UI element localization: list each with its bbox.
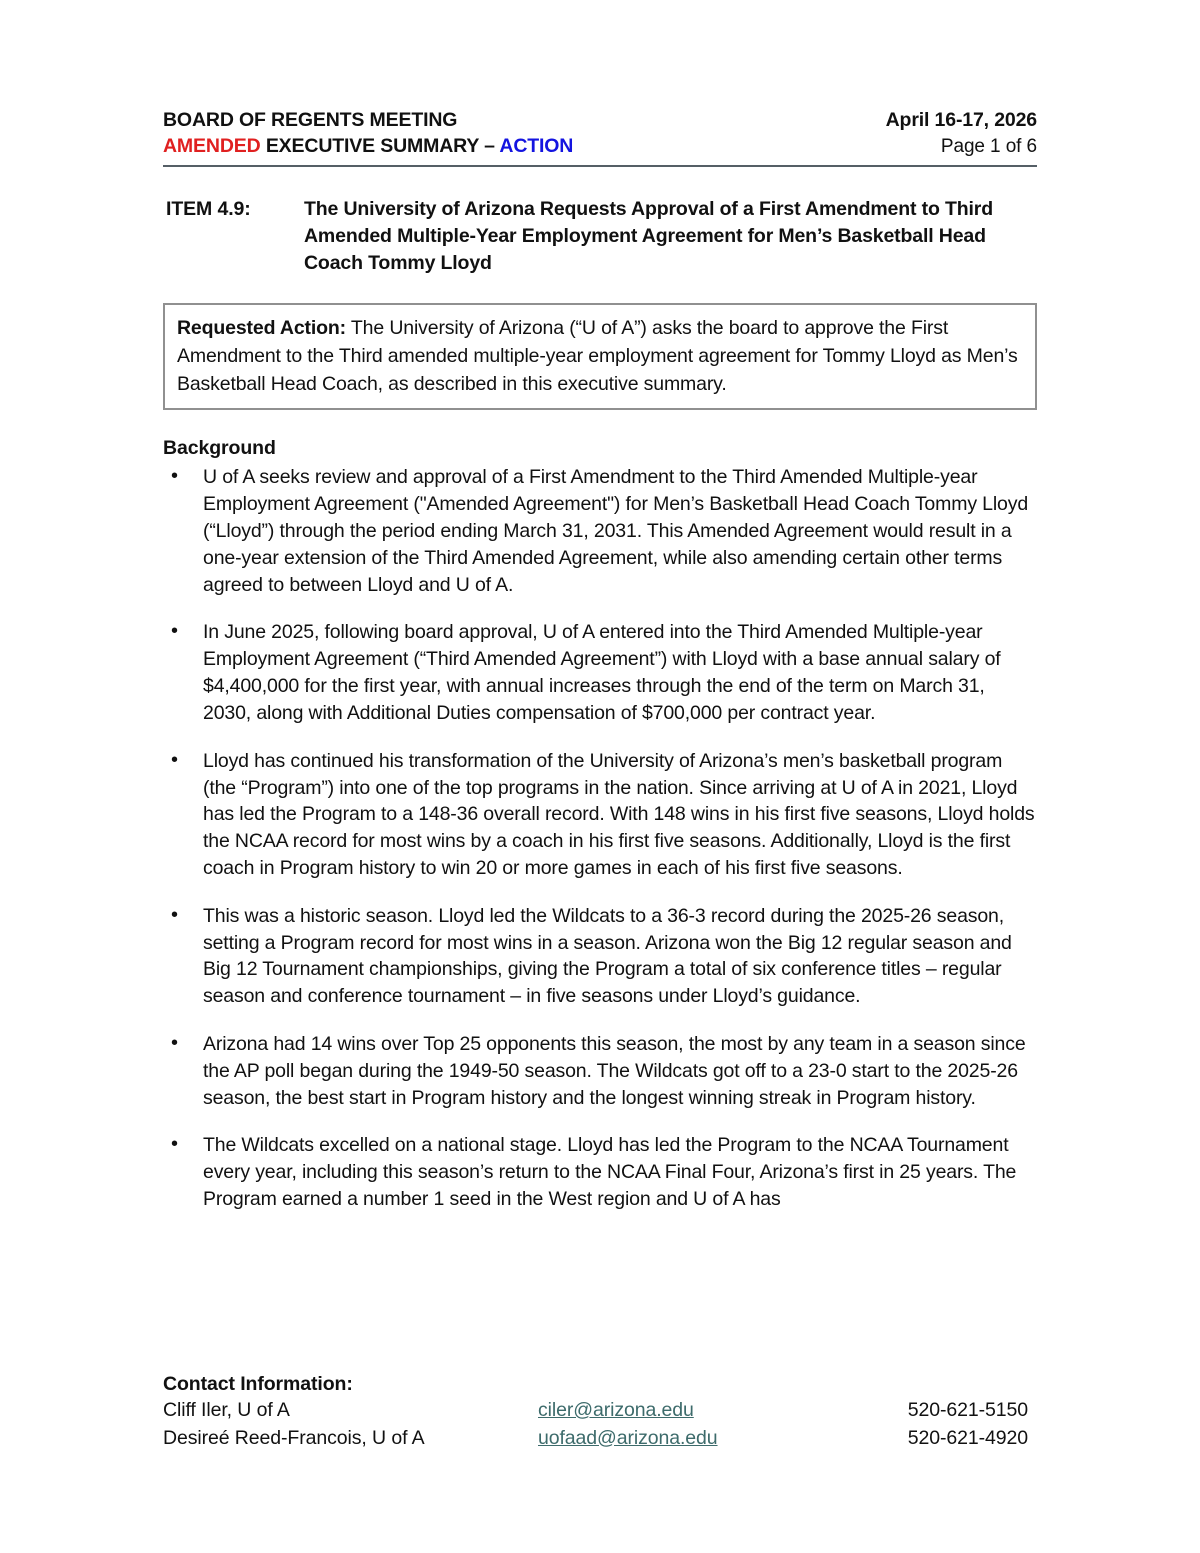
requested-action-label: Requested Action: [177,317,346,340]
amended-label: AMENDED [163,134,261,157]
list-item: • Arizona had 14 wins over Top 25 opponents this season, the most by any team in a season since the AP poll began during the 1949-50 season. The Wildcats got off to a 23-0 start to the 2025-26 season, the best start in Program history and the longest winning streak in Program history. [163,1031,1037,1111]
contact-name: Desireé Reed-Francois, U of A [163,1426,425,1449]
contact-email-link[interactable]: ciler@arizona.edu [538,1399,694,1421]
item-heading-block [166,196,1037,277]
page-title: The University of Arizona Requests Approval of a First Amendment to Third Amended Multiple-Year Employment Agreement for Men’s Basketball Head Coach Tommy Lloyd [304,198,993,275]
document-header [163,108,1037,167]
contact-name: Cliff Iler, U of A [163,1399,290,1421]
header-row-1 [163,108,1037,134]
header-divider [163,165,1037,167]
contact-email[interactable] [538,1397,878,1425]
requested-action-text: The University of Arizona (“U of A”) asks the board to approve the First Amendment to the Third amended multiple-year employment agreement for Tommy Lloyd as Men’s Basketball Head Coach, as described in this executive summary. [177,317,1018,396]
contact-email[interactable] [538,1425,878,1453]
item-number: ITEM 4.9: [166,198,251,221]
action-label: ACTION [499,134,574,157]
contact-phone: 520-621-5150 [907,1399,1028,1421]
page-number: Page 1 of 6 [940,135,1037,157]
background-heading: Background [163,437,276,460]
requested-action-box [163,303,1037,410]
contact-row [163,1397,1037,1425]
executive-summary-label: EXECUTIVE SUMMARY – [260,134,500,157]
contact-information-heading: Contact Information: [163,1373,353,1395]
contact-information [163,1373,1037,1452]
contact-row [163,1425,1037,1453]
list-item: • U of A seeks review and approval of a First Amendment to the Third Amended Multiple-year Employment Agreement ("Amended Agreement") for Men’s Basketball Head Coach Tommy Lloyd (“Lloyd”) through the period ending March 31, 2031. This Amended Agreement would result in a one-year extension of the Third Amended Agreement, while also amending certain other terms agreed to between Lloyd and U of A. [163,464,1037,598]
header-row-2 [163,134,1037,160]
contact-phone: 520-621-4920 [907,1426,1028,1449]
background-bullet-list [163,464,1037,1213]
list-item: • The Wildcats excelled on a national stage. Lloyd has led the Program to the NCAA Tournament every year, including this season’s return to the NCAA Final Four, Arizona’s first in 25 years. The Program earned a number 1 seed in the West region and U of A has [163,1132,1037,1212]
meeting-date: April 16-17, 2026 [885,109,1037,131]
meeting-title: BOARD OF REGENTS MEETING [163,109,458,131]
list-item: • This was a historic season. Lloyd led the Wildcats to a 36-3 record during the 2025-26 season, setting a Program record for most wins in a season. Arizona won the Big 12 regular season and Big 12 Tournament championships, giving the Program a total of six conference titles – regular season and conference tournament – in five seasons under Lloyd’s guidance. [163,903,1037,1010]
document-subtitle [163,134,573,160]
list-item: • In June 2025, following board approval, U of A entered into the Third Amended Multiple-year Employment Agreement (“Third Amended Agreement”) with Lloyd with a base annual salary of $4,400,000 for the first year, with annual increases through the end of the term on March 31, 2030, along with Additional Duties compensation of $700,000 per contract year. [163,619,1037,726]
contact-email-link[interactable]: uofaad@arizona.edu [538,1426,718,1449]
list-item: • Lloyd has continued his transformation of the University of Arizona’s men’s basketball program (the “Program”) into one of the top programs in the nation. Since arriving at U of A in 2021, Lloyd has led the Program to a 148-36 overall record. With 148 wins in his first five seasons, Lloyd holds the NCAA record for most wins by a coach in his first five seasons. Additionally, Lloyd is the first coach in Program history to win 20 or more games in each of his first five seasons. [163,748,1037,882]
